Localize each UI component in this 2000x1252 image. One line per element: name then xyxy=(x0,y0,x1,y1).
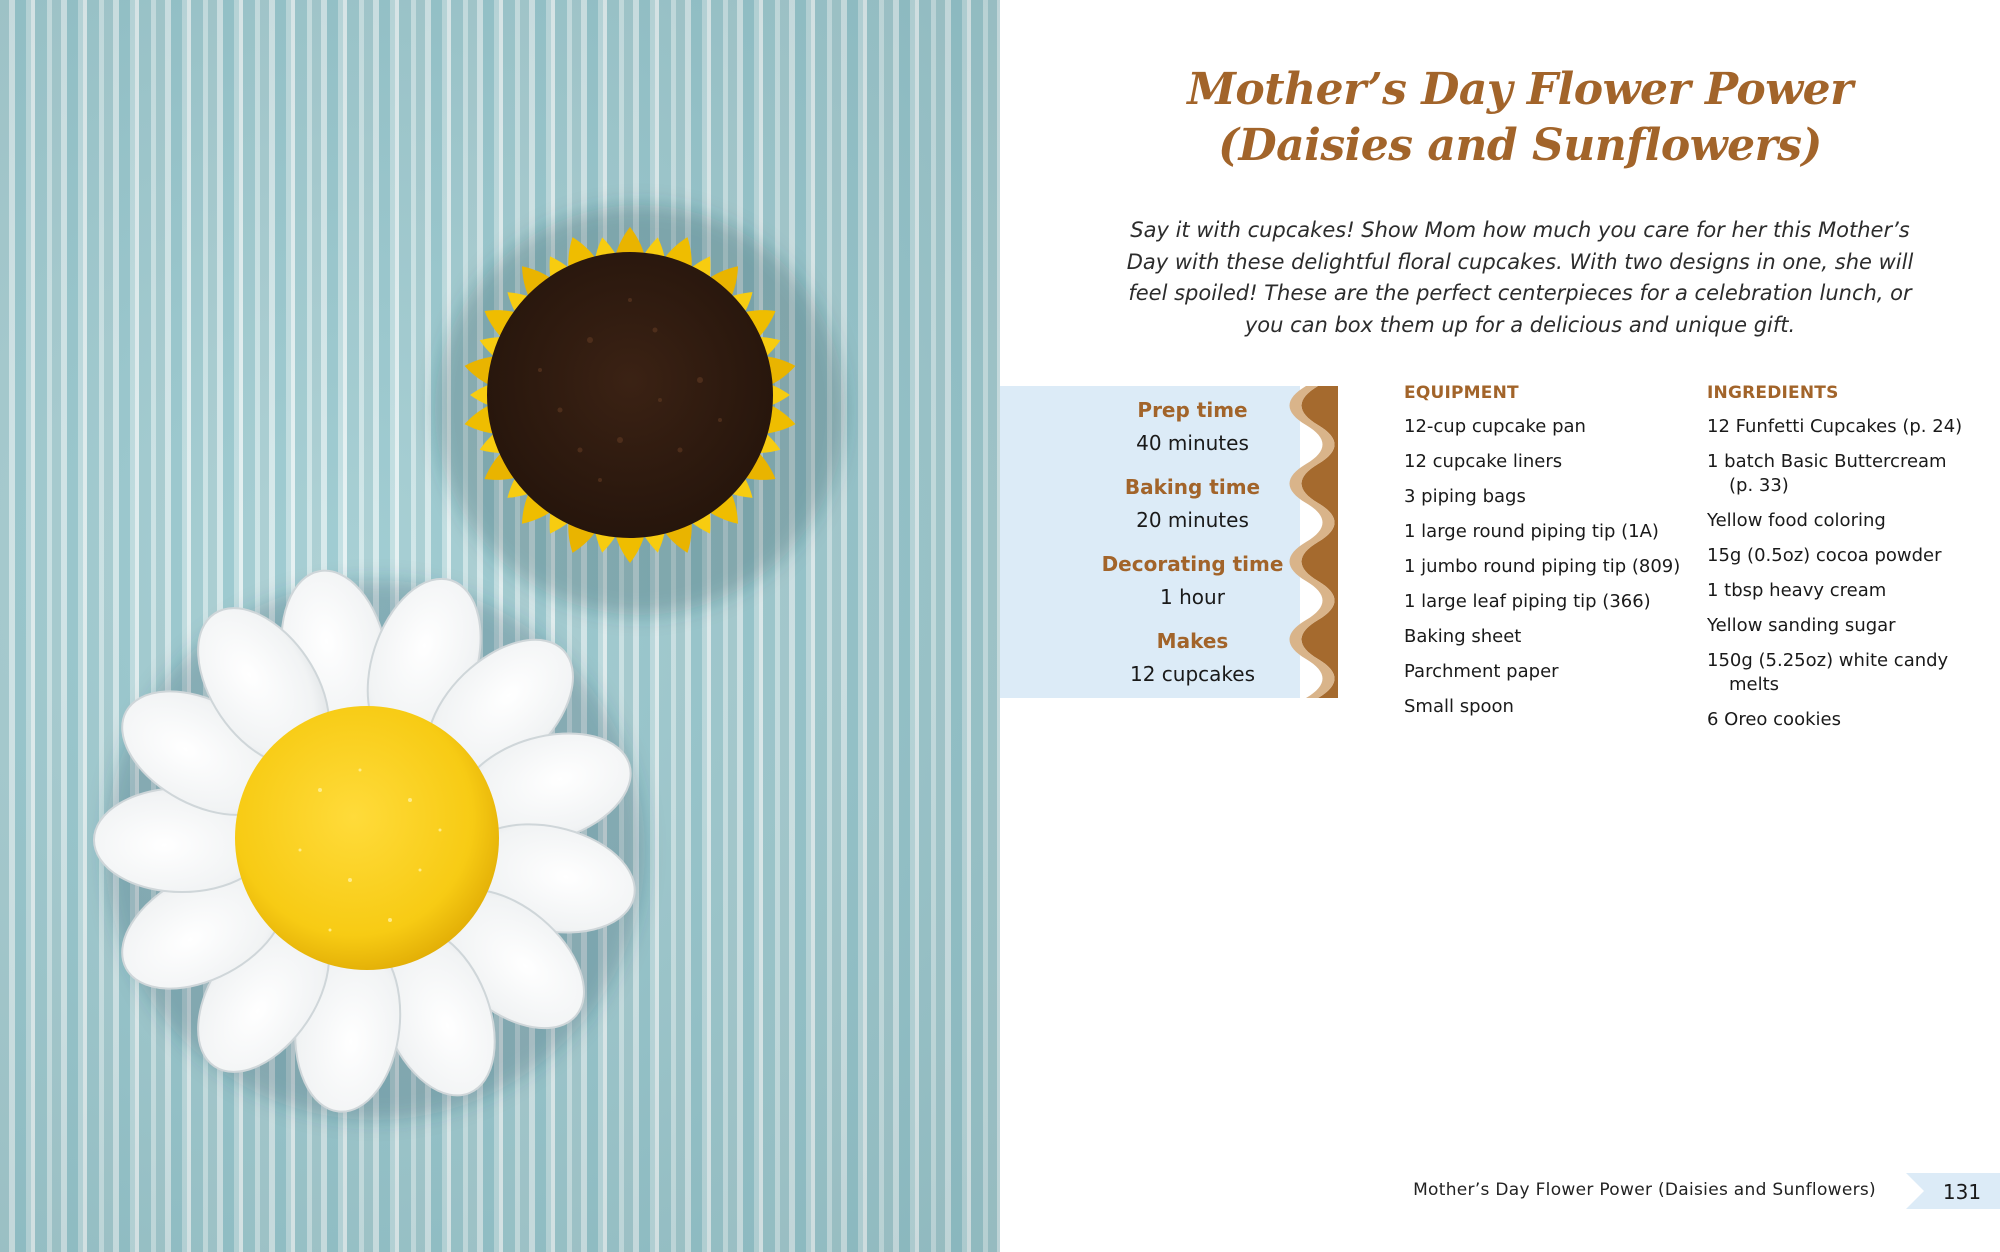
info-makes xyxy=(1060,629,1325,686)
recipe-intro: Say it with cupcakes! Show Mom how much you care for her this Mother’s Day with these delightful floral cupcakes. With two designs in one, she will feel spoiled! These are the perfect centerpieces for a celebration lunch, or you can box them up for a delicious and unique gift. xyxy=(1126,218,1914,337)
info-label: Prep time xyxy=(1137,398,1248,422)
running-footer-title: Mother’s Day Flower Power (Daisies and Sunflowers) xyxy=(1413,1180,1876,1200)
ingredients-heading: INGREDIENTS xyxy=(1707,383,1839,403)
ingredient-item: 1 batch Basic Buttercream (p. 33) xyxy=(1707,451,1947,496)
ingredient-item: Yellow food coloring xyxy=(1707,510,1886,531)
info-value: 1 hour xyxy=(1160,585,1225,609)
ingredient-item: 12 Funfetti Cupcakes (p. 24) xyxy=(1707,416,1963,437)
ingredient-item: 1 tbsp heavy cream xyxy=(1707,580,1887,601)
recipe-title-line2: (Daisies and Sunflowers) xyxy=(1218,120,1822,171)
ingredient-item: 6 Oreo cookies xyxy=(1707,709,1841,730)
daisy-sugar-center xyxy=(235,706,499,970)
info-prep-time xyxy=(1060,398,1325,455)
equipment-item: 12-cup cupcake pan xyxy=(1404,416,1586,437)
equipment-item: Small spoon xyxy=(1404,696,1514,717)
equipment-item: 1 large round piping tip (1A) xyxy=(1404,521,1659,542)
equipment-item: 1 large leaf piping tip (366) xyxy=(1404,591,1651,612)
info-value: 12 cupcakes xyxy=(1129,662,1256,686)
equipment-item: 12 cupcake liners xyxy=(1404,451,1563,472)
info-label: Makes xyxy=(1156,629,1229,653)
sunflower-cocoa-center xyxy=(487,252,773,538)
equipment-item: 3 piping bags xyxy=(1404,486,1526,507)
equipment-item: Baking sheet xyxy=(1404,626,1522,647)
recipe-info-list xyxy=(1060,398,1325,706)
page-number: 131 xyxy=(1942,1180,1982,1204)
ingredient-item: 15g (0.5oz) cocoa powder xyxy=(1707,545,1942,566)
recipe-title-line1: Mother’s Day Flower Power xyxy=(1187,64,1853,115)
info-label: Baking time xyxy=(1124,475,1261,499)
equipment-item: 1 jumbo round piping tip (809) xyxy=(1404,556,1681,577)
ingredient-item: Yellow sanding sugar xyxy=(1707,615,1896,636)
info-value: 20 minutes xyxy=(1136,508,1249,532)
ingredients-list xyxy=(1707,415,1967,743)
info-baking-time xyxy=(1060,475,1325,532)
recipe-title xyxy=(1070,62,1970,174)
equipment-heading: EQUIPMENT xyxy=(1404,383,1519,403)
equipment-list xyxy=(1404,415,1694,730)
ingredient-item: 150g (5.25oz) white candy melts xyxy=(1707,650,1949,695)
info-label: Decorating time xyxy=(1101,552,1284,576)
equipment-item: Parchment paper xyxy=(1404,661,1559,682)
info-decorating-time xyxy=(1060,552,1325,609)
info-value: 40 minutes xyxy=(1136,431,1249,455)
